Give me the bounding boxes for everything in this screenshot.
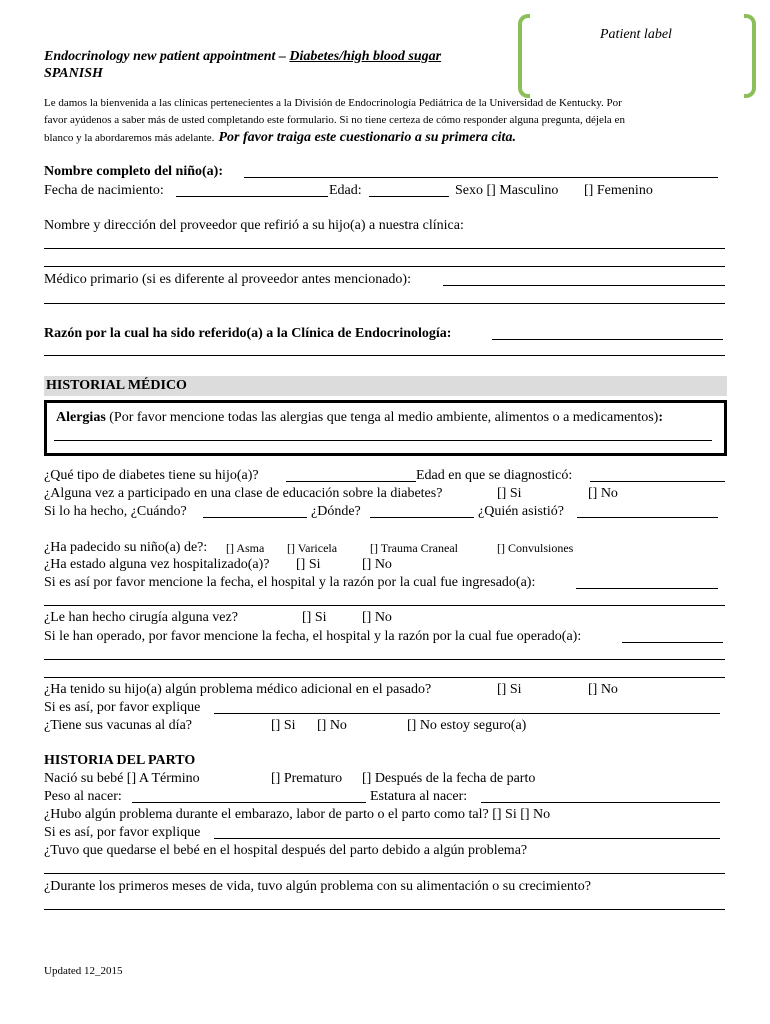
patient-label: Patient label <box>600 27 672 42</box>
dob-field[interactable] <box>176 196 328 197</box>
head-trauma-option[interactable]: [] Trauma Craneal <box>370 541 458 555</box>
sex-female-option[interactable]: [] Femenino <box>584 183 653 198</box>
pregnancy-problem-label: ¿Hubo algún problema durante el embarazo, labor de parto o el parto como tal? [] Si [] No <box>44 807 551 822</box>
surgery-label: ¿Le han hecho cirugía alguna vez? <box>44 610 238 625</box>
surgery-no-option[interactable]: [] No <box>362 610 392 625</box>
intro-emphasis: Por favor traiga este cuestionario a su primera cita. <box>218 130 516 145</box>
medical-history-heading: HISTORIAL MÉDICO <box>44 376 727 396</box>
pregnancy-explain-label: Si es así, por favor explique <box>44 825 201 840</box>
referral-reason-field-1[interactable] <box>492 339 723 340</box>
varicella-option[interactable]: [] Varicela <box>287 541 338 555</box>
child-name-field[interactable] <box>244 177 718 178</box>
referrer-label: Nombre y dirección del proveedor que refirió a su hijo(a) a nuestra clínica: <box>44 218 464 233</box>
birth-weight-field[interactable] <box>132 802 366 803</box>
intro-line-3: blanco y la abordaremos más adelante. Por favor traiga este cuestionario a su primera cita. <box>44 130 516 145</box>
hospitalized-label: ¿Ha estado alguna vez hospitalizado(a)? <box>44 557 270 572</box>
where-label: ¿Dónde? <box>311 504 361 519</box>
vaccines-label: ¿Tiene sus vacunas al día? <box>44 718 192 733</box>
dob-label: Fecha de nacimiento: <box>44 183 164 198</box>
hospitalized-no-option[interactable]: [] No <box>362 557 392 572</box>
intro-line-2: favor ayúdenos a saber más de usted completando este formulario. Si no tiene certeza de cómo responder alguna pregunta, déjela en <box>44 114 625 126</box>
seizures-option[interactable]: [] Convulsiones <box>497 541 574 555</box>
referral-reason-field-2[interactable] <box>44 355 725 356</box>
footer-updated: Updated 12_2015 <box>44 965 123 977</box>
vaccines-not-sure-option[interactable]: [] No estoy seguro(a) <box>407 718 527 733</box>
conditions-label: ¿Ha padecido su niño(a) de?: <box>44 540 208 555</box>
primary-doctor-field-1[interactable] <box>443 285 725 286</box>
hospitalized-yes-option[interactable]: [] Si <box>296 557 321 572</box>
primary-doctor-field-2[interactable] <box>44 303 725 304</box>
sex-male-option[interactable]: Sexo [] Masculino <box>455 183 559 198</box>
surgery-yes-option[interactable]: [] Si <box>302 610 327 625</box>
hospital-stay-field[interactable] <box>44 873 725 874</box>
referrer-field-1[interactable] <box>44 248 725 249</box>
patient-label-bracket-left <box>518 14 530 98</box>
age-label: Edad: <box>329 183 362 198</box>
asthma-option[interactable]: [] Asma <box>226 541 265 555</box>
primary-doctor-label: Médico primario (si es diferente al proveedor antes mencionado): <box>44 272 411 287</box>
diagnosed-age-field[interactable] <box>590 481 725 482</box>
after-due-option[interactable]: [] Después de la fecha de parto <box>362 771 536 786</box>
born-term-option[interactable]: Nació su bebé [] A Término <box>44 771 200 786</box>
patient-label-bracket-right <box>744 14 756 98</box>
when-label: Si lo ha hecho, ¿Cuándo? <box>44 504 187 519</box>
hospital-details-field-1[interactable] <box>576 588 718 589</box>
additional-explain-field[interactable] <box>214 713 720 714</box>
birth-length-field[interactable] <box>481 802 720 803</box>
who-label: ¿Quién asistió? <box>478 504 564 519</box>
diagnosed-age-label: Edad en que se diagnosticó: <box>416 468 573 483</box>
vaccines-yes-option[interactable]: [] Si <box>271 718 296 733</box>
hospital-details-label: Si es así por favor mencione la fecha, el hospital y la razón por la cual fue ingresado(a): <box>44 575 536 590</box>
form-language: SPANISH <box>44 66 103 81</box>
form-title: Endocrinology new patient appointment – Diabetes/high blood sugar <box>44 49 442 64</box>
intro-line-1: Le damos la bienvenida a las clínicas pertenecientes a la División de Endocrinología Pediátrica de la Universidad de Kentucky. Por <box>44 97 622 109</box>
education-class-label: ¿Alguna vez a participado en una clase de educación sobre la diabetes? <box>44 486 443 501</box>
age-field[interactable] <box>369 196 449 197</box>
additional-explain-label: Si es así, por favor explique <box>44 700 201 715</box>
additional-problem-no-option[interactable]: [] No <box>588 682 618 697</box>
feeding-growth-label: ¿Durante los primeros meses de vida, tuvo algún problema con su alimentación o su crecimiento? <box>44 879 592 894</box>
surgery-details-field-2[interactable] <box>44 659 725 660</box>
diabetes-type-label: ¿Qué tipo de diabetes tiene su hijo(a)? <box>44 468 259 483</box>
pregnancy-explain-field[interactable] <box>214 838 720 839</box>
allergies-label: Alergias <box>56 410 106 425</box>
education-no-option[interactable]: [] No <box>588 486 618 501</box>
referral-reason-label: Razón por la cual ha sido referido(a) a la Clínica de Endocrinología: <box>44 326 452 341</box>
vaccines-no-option[interactable]: [] No <box>317 718 347 733</box>
birth-weight-label: Peso al nacer: <box>44 789 122 804</box>
hospital-stay-label: ¿Tuvo que quedarse el bebé en el hospital después del parto debido a algún problema? <box>44 843 528 858</box>
allergies-field[interactable] <box>54 440 712 441</box>
who-field[interactable] <box>577 517 718 518</box>
birth-length-label: Estatura al nacer: <box>370 789 468 804</box>
surgery-details-field-3[interactable] <box>44 677 725 678</box>
education-yes-option[interactable]: [] Si <box>497 486 522 501</box>
additional-problem-yes-option[interactable]: [] Si <box>497 682 522 697</box>
feeding-growth-field[interactable] <box>44 909 725 910</box>
child-name-label: Nombre completo del niño(a): <box>44 164 223 179</box>
surgery-details-field-1[interactable] <box>622 642 723 643</box>
additional-problem-label: ¿Ha tenido su hijo(a) algún problema médico adicional en el pasado? <box>44 682 432 697</box>
hospital-details-field-2[interactable] <box>44 605 725 606</box>
diabetes-type-field[interactable] <box>286 481 416 482</box>
when-field[interactable] <box>203 517 307 518</box>
allergies-label-row: Alergias (Por favor mencione todas las alergias que tenga al medio ambiente, alimentos o a medicamentos): <box>56 410 663 425</box>
referrer-field-2[interactable] <box>44 266 725 267</box>
birth-history-heading: HISTORIA DEL PARTO <box>44 753 196 768</box>
premature-option[interactable]: [] Prematuro <box>271 771 343 786</box>
where-field[interactable] <box>370 517 474 518</box>
surgery-details-label: Si le han operado, por favor mencione la fecha, el hospital y la razón por la cual fue operado(a): <box>44 629 582 644</box>
